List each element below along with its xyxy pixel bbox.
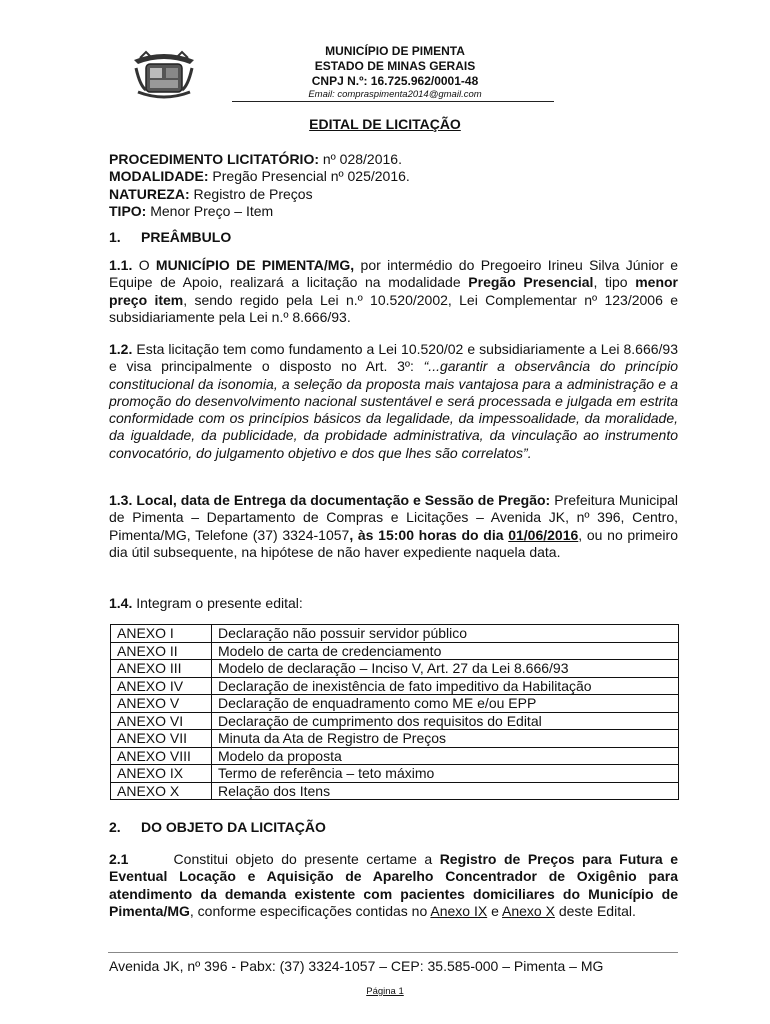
text-run: , ou no primeiro dia útil subsequente, na hipótese de não haver expediente naquela data.: [109, 526, 678, 560]
modalidade-value: Pregão Presencial nº 025/2016.: [208, 168, 410, 185]
paragraph-1-2: [109, 341, 678, 462]
annex-description: Declaração não possuir servidor público: [212, 625, 679, 643]
municipal-crest-icon: [132, 46, 196, 100]
text-run: O: [132, 257, 156, 273]
letterhead: [240, 44, 550, 101]
annex-description: Relação dos Itens: [212, 782, 679, 800]
section-1-number: 1.: [109, 229, 121, 245]
municipality-name: MUNICÍPIO DE PIMENTA: [325, 44, 465, 58]
paragraph-1-4: [109, 595, 678, 612]
text-run: e: [487, 902, 502, 919]
annex-description: Declaração de cumprimento dos requisitos do Edital: [212, 712, 679, 730]
cnpj: CNPJ N.º: 16.725.962/0001-48: [311, 74, 479, 88]
state-name: ESTADO DE MINAS GERAIS: [314, 59, 476, 73]
footer-address: Avenida JK, nº 396 - Pabx: (37) 3324-1057 – CEP: 35.585-000 – Pimenta – MG: [109, 958, 604, 974]
annex-id: ANEXO X: [111, 782, 212, 800]
annex-table: [110, 624, 679, 800]
modalidade-label: MODALIDADE:: [109, 168, 209, 185]
text-run: Constitui objeto do presente certame a: [128, 851, 440, 867]
natureza-value: Registro de Preços: [189, 185, 313, 202]
annex-row: [111, 625, 679, 643]
text-run: por intermédio do Pregoeiro Irineu Silva Júnior e Equipe de Apoio, realizará a licitação na modalidade: [109, 257, 678, 291]
annex-row: [111, 765, 679, 783]
text-run: Prefeitura Municipal de Pimenta – Departamento de Compras e Licitações – Avenida JK, nº 396, Centro, Pimenta/MG, Telefone (37) 3324-1057: [109, 492, 678, 543]
annex-description: Modelo de carta de credenciamento: [212, 642, 679, 660]
annex-row: [111, 660, 679, 678]
annex-row: [111, 712, 679, 730]
text-run: deste Edital.: [554, 902, 636, 919]
header-divider: [232, 101, 554, 102]
text-run: , sendo regido pela Lei n.º 10.520/2002, Lei Complementar nº 123/2006 e subsidiariamente pela Lei n.º 8.666/93.: [109, 291, 678, 325]
paragraph-number: 1.2.: [109, 341, 133, 357]
annex-id: ANEXO III: [111, 660, 212, 678]
paragraph-number: 1.1.: [109, 257, 133, 273]
annex-table-body: [111, 625, 679, 800]
paragraph-2-1: [109, 851, 678, 920]
annex-row: [111, 730, 679, 748]
section-1-heading: [109, 229, 678, 246]
legal-quote: “...garantir a observância do princípio constitucional da isonomia, a seleção da proposta mais vantajosa para a administração e a promoção do desenvolvimento nacional sustentável e será processada e julgada em estrita conformidade com os princípios básicos da legalidade, da impessoalidade, da moralidade, da igualdade, da publicidade, da probidade administrativa, da vinculação ao instrumento convocatório, do julgamento objetivo e dos que lhes são correlatos”.: [109, 358, 679, 461]
annex-ix-reference: Anexo IX: [430, 902, 488, 919]
annex-id: ANEXO IV: [111, 677, 212, 695]
document-title: EDITAL DE LICITAÇÃO: [309, 116, 461, 132]
text-run: Esta licitação tem como fundamento a Lei 10.520/02 e subsidiariamente a Lei 8.666/93 e visa principalmente o disposto no Art. 3º:: [109, 341, 678, 375]
annex-description: Modelo de declaração – Inciso V, Art. 27 da Lei 8.666/93: [212, 660, 679, 678]
page-number: Página 1: [366, 986, 404, 997]
section-2-number: 2.: [109, 819, 121, 835]
tipo-value: Menor Preço – Item: [146, 202, 274, 219]
annex-row: [111, 747, 679, 765]
paragraph-number: 1.4.: [109, 595, 133, 611]
paragraph-1-1: [109, 257, 678, 326]
natureza-label: NATUREZA:: [109, 185, 190, 202]
annex-description: Modelo da proposta: [212, 747, 679, 765]
annex-id: ANEXO VI: [111, 712, 212, 730]
annex-id: ANEXO VIII: [111, 747, 212, 765]
annex-x-reference: Anexo X: [502, 902, 555, 919]
text-run: Integram o presente edital:: [132, 595, 303, 611]
annex-row: [111, 642, 679, 660]
annex-description: Termo de referência – teto máximo: [212, 765, 679, 783]
footer-divider: [108, 952, 678, 953]
annex-description: Declaração de inexistência de fato impeditivo da Habilitação: [212, 677, 679, 695]
paragraph-1-3: [109, 492, 678, 561]
annex-description: Declaração de enquadramento como ME e/ou EPP: [212, 695, 679, 713]
section-1-title: PREÂMBULO: [141, 229, 232, 245]
paragraph-number: 2.1: [109, 851, 129, 867]
email: Email: compraspimenta2014@gmail.com: [308, 89, 482, 100]
annex-row: [111, 695, 679, 713]
annex-row: [111, 782, 679, 800]
bold-run: menor preço item: [109, 274, 679, 308]
annex-id: ANEXO II: [111, 642, 212, 660]
annex-row: [111, 677, 679, 695]
procedure-meta: [109, 151, 678, 220]
bold-run: Pregão Presencial: [468, 274, 594, 291]
object-description: Registro de Preços para Futura e Eventual Locação e Aquisição de Aparelho Concentrador de Oxigênio para atendimento da demanda existente com pacientes domiciliares do Município de Pimenta/MG: [109, 851, 678, 919]
annex-id: ANEXO I: [111, 625, 212, 643]
bold-run: , às 15:00 horas do dia: [349, 526, 509, 543]
section-2-title: DO OBJETO DA LICITAÇÃO: [141, 819, 326, 835]
annex-id: ANEXO VII: [111, 730, 212, 748]
annex-id: ANEXO IX: [111, 765, 212, 783]
procedimento-label: PROCEDIMENTO LICITATÓRIO:: [109, 151, 319, 167]
bold-run: MUNICÍPIO DE PIMENTA/MG,: [155, 257, 355, 273]
section-2-heading: [109, 819, 678, 836]
session-date: 01/06/2016: [508, 526, 579, 543]
procedimento-value: nº 028/2016.: [319, 151, 402, 167]
tipo-label: TIPO:: [109, 202, 147, 219]
bold-run: 1.3. Local, data de Entrega da documentação e Sessão de Pregão:: [109, 492, 551, 508]
annex-id: ANEXO V: [111, 695, 212, 713]
text-run: , conforme especificações contidas no: [189, 902, 431, 919]
annex-description: Minuta da Ata de Registro de Preços: [212, 730, 679, 748]
text-run: , tipo: [593, 274, 636, 291]
